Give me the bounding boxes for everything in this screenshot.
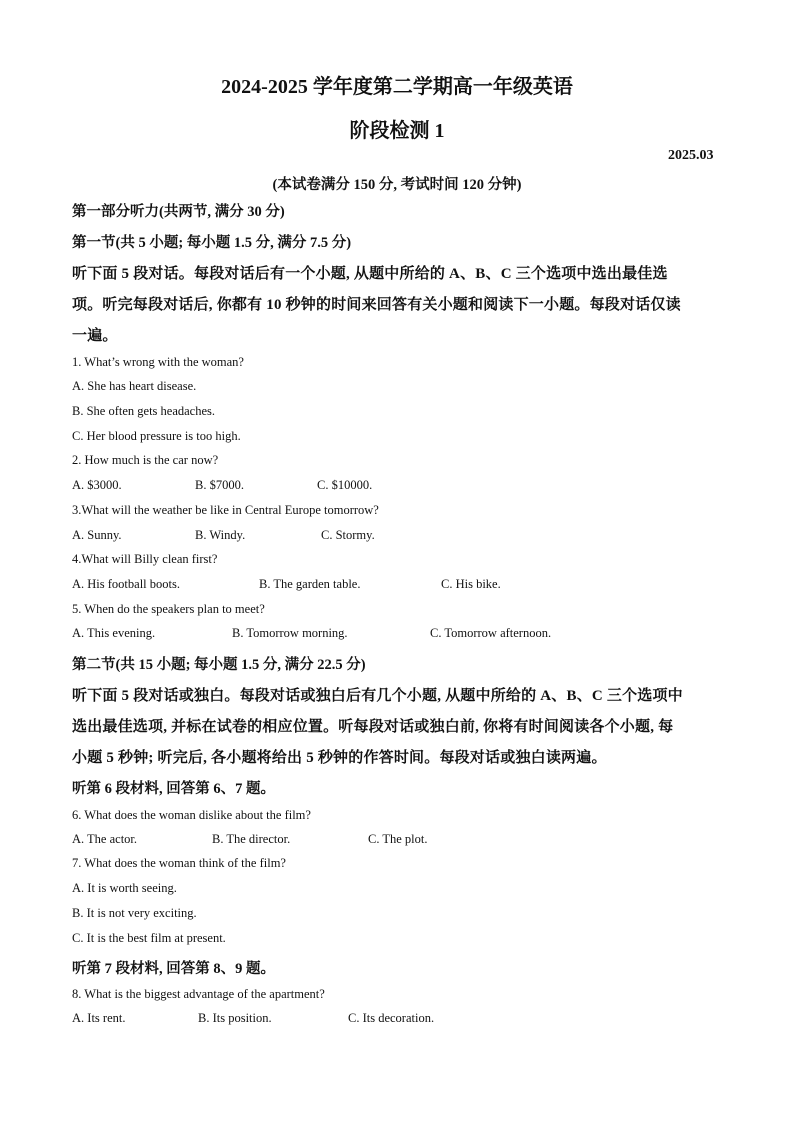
section2-heading: 第二节(共 15 小题; 每小题 1.5 分, 满分 22.5 分) xyxy=(72,657,366,673)
exam-subtitle: 阶段检测 1 xyxy=(349,120,445,142)
question-2-stem: 2. How much is the car now? xyxy=(72,453,219,467)
part1-heading: 第一部分听力(共两节, 满分 30 分) xyxy=(72,204,285,220)
exam-note: (本试卷满分 150 分, 考试时间 120 分钟) xyxy=(272,177,522,193)
section1-instruction-line: 项。听完每段对话后, 你都有 10 秒钟的时间来回答有关小题和阅读下一小题。每段对话仅读 xyxy=(72,297,681,313)
question-4-option-b: B. The garden table. xyxy=(259,577,361,591)
question-4-option-a: A. His football boots. xyxy=(72,577,180,591)
question-7-stem: 7. What does the woman think of the film? xyxy=(72,856,286,870)
material-7-heading: 听第 7 段材料, 回答第 8、9 题。 xyxy=(72,961,275,977)
section1-instruction-line: 听下面 5 段对话。每段对话后有一个小题, 从题中所给的 A、B、C 三个选项中选出最佳选 xyxy=(72,266,668,282)
question-5-option-c: C. Tomorrow afternoon. xyxy=(430,626,552,640)
question-4-option-c: C. His bike. xyxy=(441,577,501,591)
question-7-option-a: A. It is worth seeing. xyxy=(72,881,177,895)
section1-instruction-line: 一遍。 xyxy=(72,328,118,344)
question-7-option-b: B. It is not very exciting. xyxy=(72,906,197,920)
question-8-stem: 8. What is the biggest advantage of the apartment? xyxy=(72,987,325,1001)
question-3-option-a: A. Sunny. xyxy=(72,528,122,542)
exam-title: 2024-2025 学年度第二学期高一年级英语 xyxy=(221,76,573,98)
question-1-stem: 1. What’s wrong with the woman? xyxy=(72,355,244,369)
question-5-stem: 5. When do the speakers plan to meet? xyxy=(72,602,265,616)
question-1-option-c: C. Her blood pressure is too high. xyxy=(72,429,241,443)
section1-heading: 第一节(共 5 小题; 每小题 1.5 分, 满分 7.5 分) xyxy=(72,235,352,251)
question-5-option-a: A. This evening. xyxy=(72,626,156,640)
section2-instruction-line: 小题 5 秒钟; 听完后, 各小题将给出 5 秒钟的作答时间。每段对话或独白读两遍。 xyxy=(72,750,607,766)
question-8-option-b: B. Its position. xyxy=(198,1011,272,1025)
question-6-option-a: A. The actor. xyxy=(72,832,138,846)
question-6-stem: 6. What does the woman dislike about the film? xyxy=(72,808,311,822)
question-3-option-b: B. Windy. xyxy=(195,528,246,542)
exam-date: 2025.03 xyxy=(668,148,714,163)
section2-instruction-line: 选出最佳选项, 并标在试卷的相应位置。听每段对话或独白前, 你将有时间阅读各个小题, 每 xyxy=(72,719,674,735)
question-4-stem: 4.What will Billy clean first? xyxy=(72,552,218,566)
material-6-heading: 听第 6 段材料, 回答第 6、7 题。 xyxy=(72,781,275,797)
question-1-option-a: A. She has heart disease. xyxy=(72,379,197,393)
section2-instruction-line: 听下面 5 段对话或独白。每段对话或独白后有几个小题, 从题中所给的 A、B、C 三个选项中 xyxy=(72,688,683,704)
question-5-option-b: B. Tomorrow morning. xyxy=(232,626,348,640)
question-3-option-c: C. Stormy. xyxy=(321,528,375,542)
question-8-option-c: C. Its decoration. xyxy=(348,1011,435,1025)
question-2-option-a: A. $3000. xyxy=(72,478,122,492)
question-2-option-b: B. $7000. xyxy=(195,478,244,492)
question-2-option-c: C. $10000. xyxy=(317,478,373,492)
question-1-option-b: B. She often gets headaches. xyxy=(72,404,216,418)
question-6-option-b: B. The director. xyxy=(212,832,291,846)
question-7-option-c: C. It is the best film at present. xyxy=(72,931,226,945)
question-6-option-c: C. The plot. xyxy=(368,832,428,846)
question-3-stem: 3.What will the weather be like in Central Europe tomorrow? xyxy=(72,503,379,517)
question-8-option-a: A. Its rent. xyxy=(72,1011,126,1025)
